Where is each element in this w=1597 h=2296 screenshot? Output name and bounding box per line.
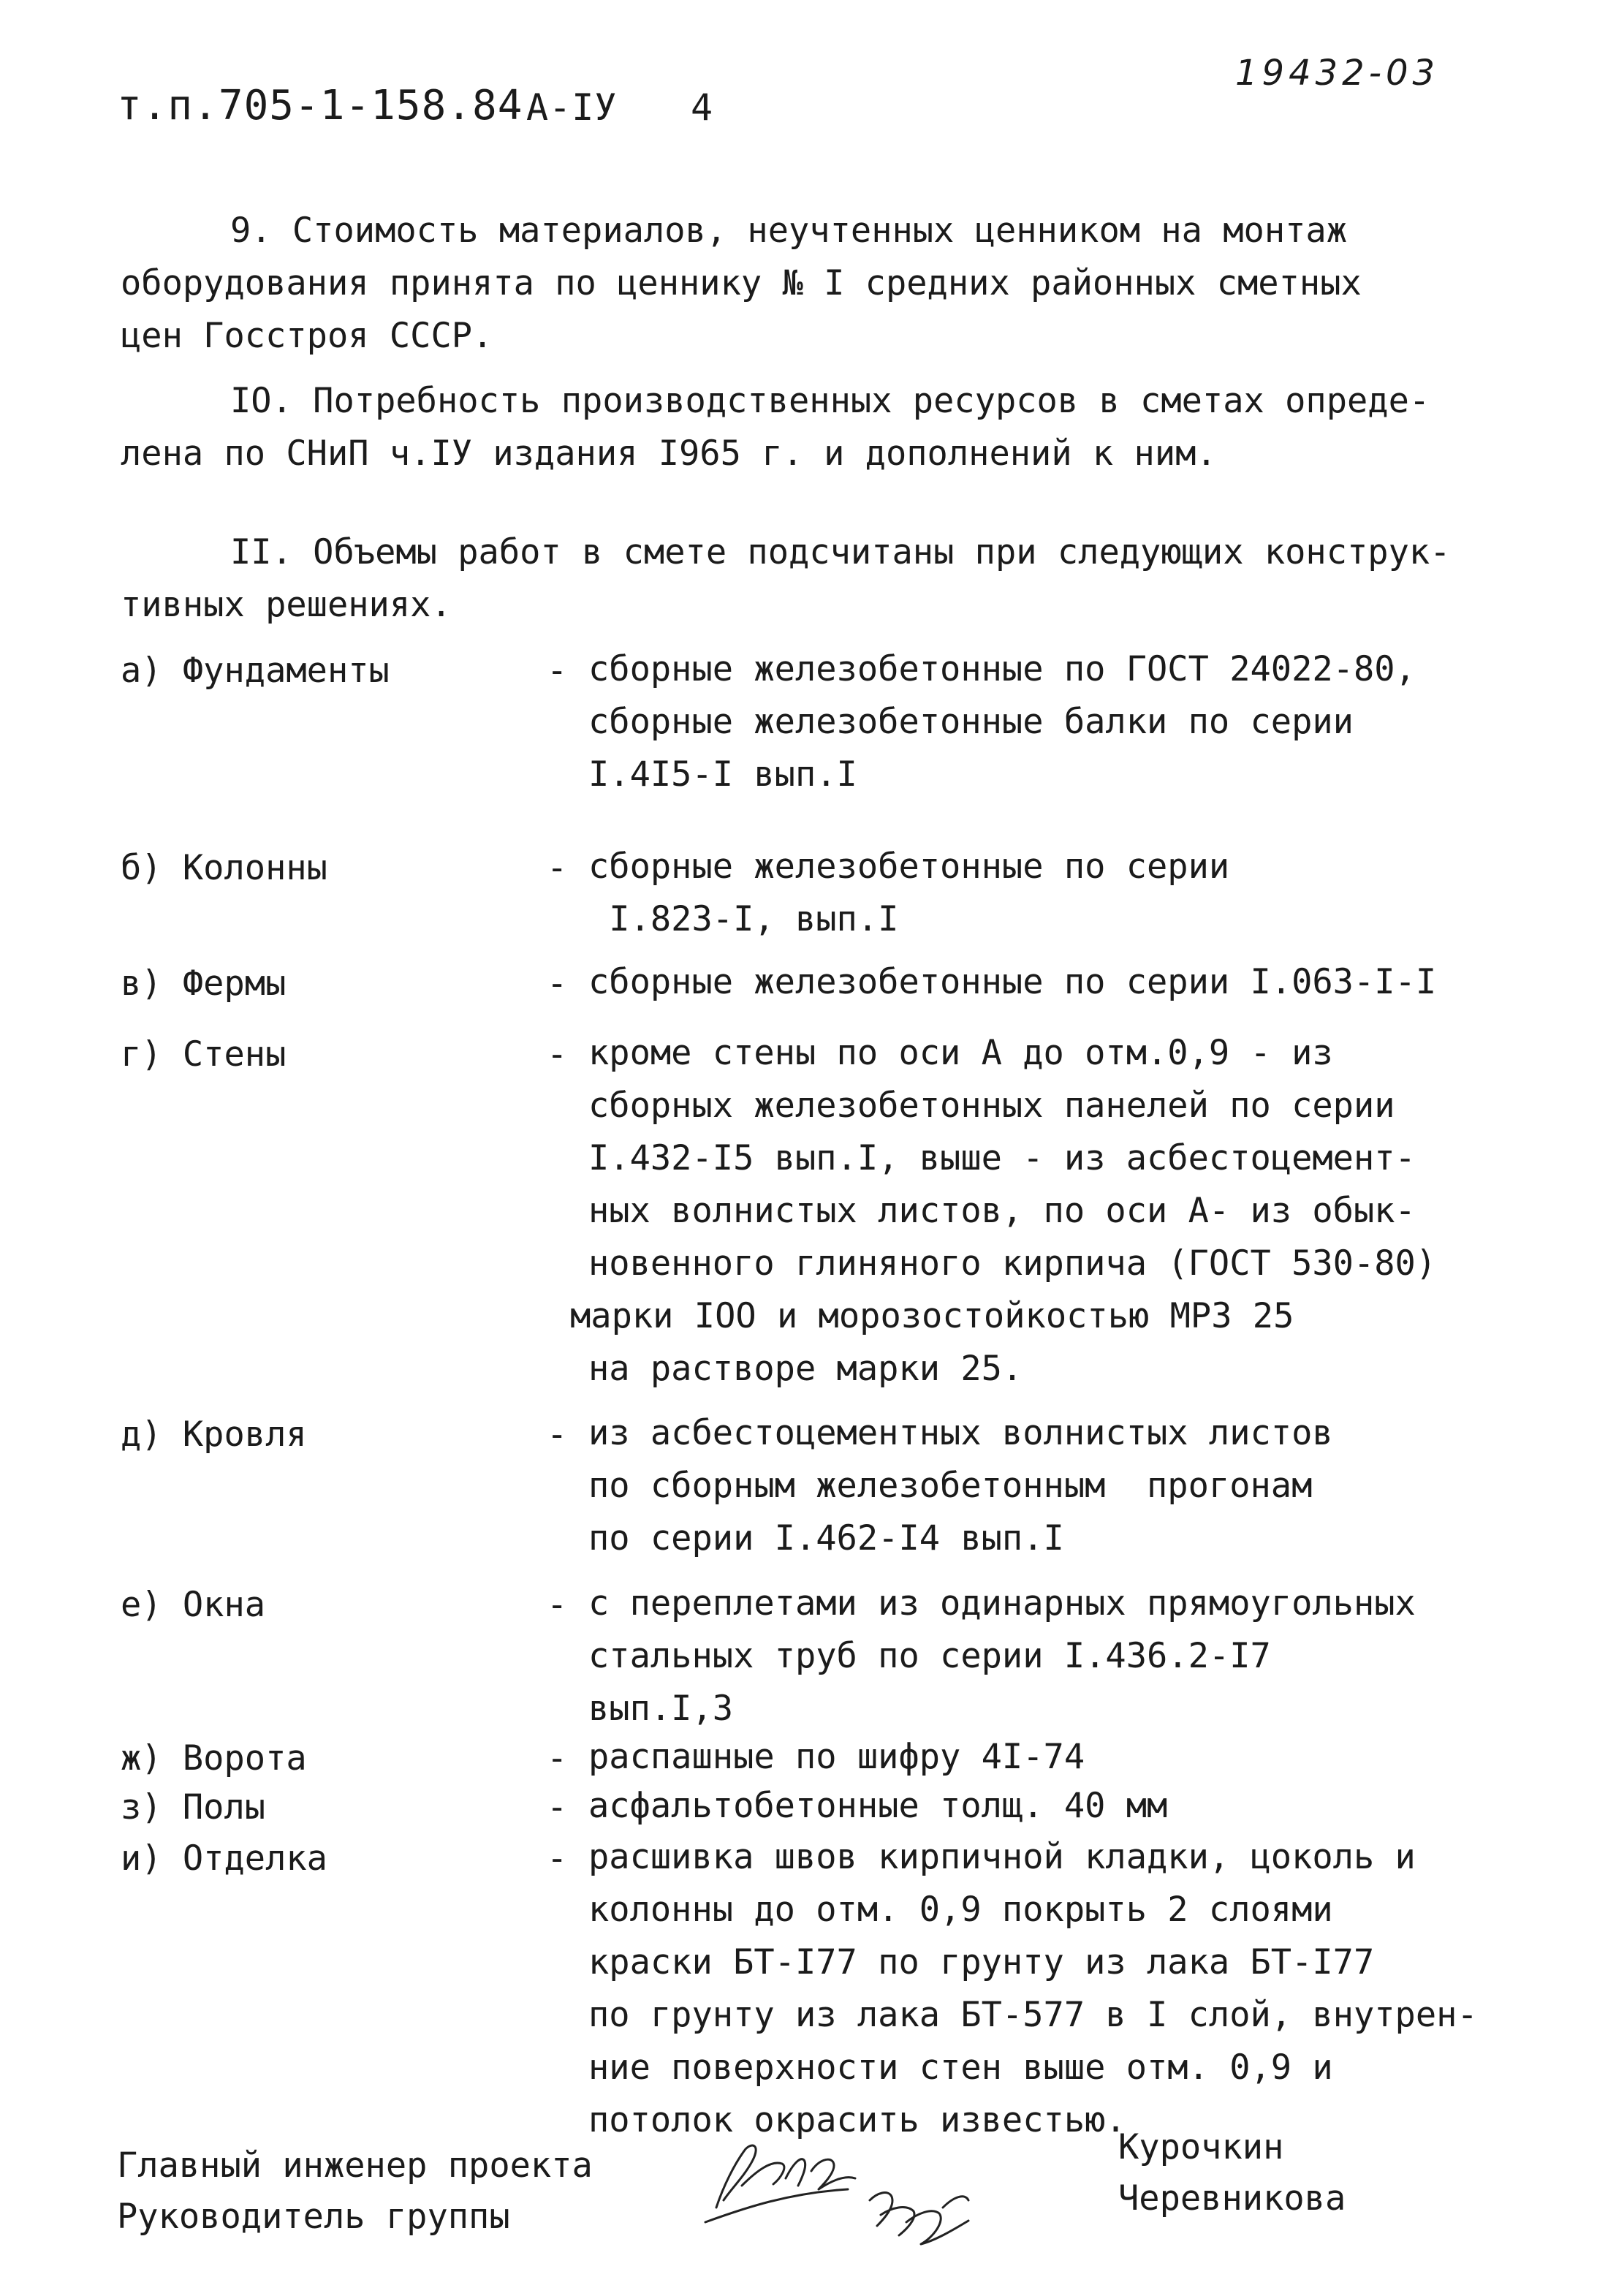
signature-name-cherevnikova: Черевникова bbox=[1118, 2178, 1346, 2219]
item-desc-finishing: расшивка швов кирпичной кладки, цоколь и колонны до отм. 0,9 покрыть 2 слоями краски БТ-I77 по грунту из лака БТ-I77 по грунту из лака БТ-577 в I слой, внутрен- ние поверхности стен выше отм. 0,9 и потолок окрасить известью. bbox=[588, 1837, 1478, 2140]
item-desc-windows: с переплетами из одинарных прямоугольных стальных труб по серии I.436.2-I7 вып.I,3 bbox=[588, 1583, 1416, 1729]
item-label-windows: е) Окна bbox=[121, 1585, 266, 1625]
text-line: цен Госстроя СССР. bbox=[121, 316, 493, 356]
item-dash: - bbox=[547, 1787, 568, 1827]
paragraph-11 bbox=[121, 526, 1451, 632]
item-dash: - bbox=[547, 651, 568, 691]
item-label-finishing: и) Отделка bbox=[121, 1838, 327, 1879]
item-dash: - bbox=[547, 1738, 568, 1778]
item-label-foundations: а) Фундаменты bbox=[121, 651, 390, 691]
paragraph-10 bbox=[121, 375, 1430, 480]
item-label-walls: г) Стены bbox=[121, 1034, 287, 1075]
text-line: оборудования принята по ценнику № I средних районных сметных bbox=[121, 263, 1362, 303]
item-label-roof: д) Кровля bbox=[121, 1414, 307, 1455]
item-desc-columns: сборные железобетонные по серии I.823-I, вып.I bbox=[588, 846, 1230, 939]
item-label-gates: ж) Ворота bbox=[121, 1738, 307, 1778]
paragraph-9 bbox=[121, 205, 1362, 363]
item-label-floors: з) Полы bbox=[121, 1787, 266, 1827]
text-line: 9. Стоимость материалов, неучтенных ценником на монтаж bbox=[230, 211, 1348, 251]
item-dash: - bbox=[547, 848, 568, 888]
item-desc-gates: распашные по шифру 4I-74 bbox=[588, 1737, 1085, 1777]
handwritten-signature-image bbox=[702, 2120, 1009, 2259]
item-desc-roof: из асбестоцементных волнистых листов по сборным железобетонным прогонам по серии I.462-I4 вып.I bbox=[588, 1413, 1333, 1558]
signature-name-kurochkin: Курочкин bbox=[1118, 2127, 1284, 2167]
item-dash: - bbox=[547, 1034, 568, 1075]
item-dash: - bbox=[547, 1414, 568, 1455]
handwritten-number: 19432-03 bbox=[1235, 53, 1440, 94]
item-dash: - bbox=[547, 1585, 568, 1625]
item-desc-floors: асфальтобетонные толщ. 40 мм bbox=[588, 1786, 1168, 1826]
item-dash: - bbox=[547, 963, 568, 1004]
section-code: А-IУ bbox=[526, 86, 618, 129]
item-desc-foundations: сборные железобетонные по ГОСТ 24022-80, сборные железобетонные балки по серии I.4I5-I вып.I bbox=[588, 649, 1416, 795]
text-line: IO. Потребность производственных ресурсов в сметах опреде- bbox=[230, 381, 1430, 421]
item-label-columns: б) Колонны bbox=[121, 848, 327, 888]
item-label-trusses: в) Фермы bbox=[121, 963, 287, 1004]
page-number: 4 bbox=[691, 86, 714, 129]
text-line: тивных решениях. bbox=[121, 585, 452, 625]
document-code: т.п.705-1-158.84 bbox=[117, 82, 523, 129]
item-desc-walls: кроме стены по оси А до отм.0,9 - из сборных железобетонных панелей по серии I.432-I5 вып.I, выше - из асбестоцемент- ных волнистых листов, по оси А- из обык- новенного глиняного кирпича (ГОСТ 530-80) марки IOO и морозостойкостью МРЗ 25 на растворе марки 25. bbox=[570, 1033, 1437, 1389]
signature-role-chief-engineer: Главный инженер проекта bbox=[117, 2145, 593, 2186]
text-line: лена по СНиП ч.IУ издания I965 г. и дополнений к ним. bbox=[121, 433, 1217, 474]
text-line: II. Объемы работ в смете подсчитаны при следующих конструк- bbox=[230, 532, 1451, 572]
item-dash: - bbox=[547, 1838, 568, 1879]
item-desc-trusses: сборные железобетонные по серии I.063-I-I bbox=[588, 962, 1437, 1002]
signature-role-group-leader: Руководитель группы bbox=[117, 2197, 510, 2237]
